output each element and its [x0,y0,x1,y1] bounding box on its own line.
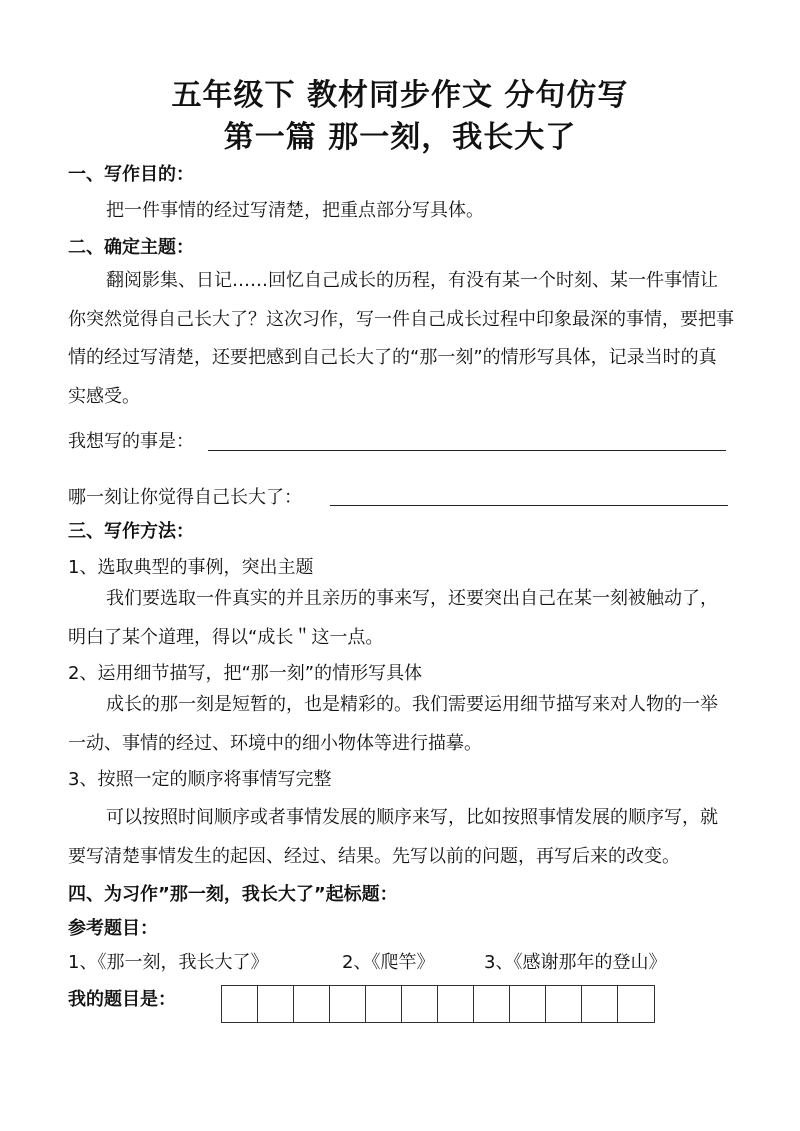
purpose-text: 把一件事情的经过写清楚，把重点部分写具体。 [106,200,484,221]
method-1-title: 1、选取典型的事例，突出主题 [68,557,314,578]
theme-paragraph: 翻阅影集、日记……回忆自己成长的历程，有没有某一个时刻、某一件事情让你突然觉得自己长大了？这次习作，写一件自己成长过程中印象最深的事情，要把事情的经过写清楚，还要把感到自己长大了的“那一刻”的情形写具体，记录当时的真实感受。 [68,270,734,407]
title-grid-cell[interactable] [294,986,330,1022]
title-grid-cell[interactable] [366,986,402,1022]
method-3-title: 3、按照一定的顺序将事情写完整 [68,769,332,790]
reference-title-1: 1、《那一刻，我长大了》 [68,952,269,973]
my-title-label: 我的题目是： [68,989,176,1010]
method-2-text: 成长的那一刻是短暂的，也是精彩的。我们需要运用细节描写来对人物的一举一动、事情的经过、环境中的细小物体等进行描摹。 [68,694,718,754]
title-grid-cell[interactable] [222,986,258,1022]
reference-titles-label: 参考题目： [68,918,158,939]
title-grid-cell[interactable] [438,986,474,1022]
prompt-event-label: 我想写的事是： [68,431,194,452]
section-heading-method: 三、写作方法： [68,521,194,542]
page-title: 五年级下 教材同步作文 分句仿写 [171,78,629,113]
title-answer-grid [221,985,655,1023]
title-grid-cell[interactable] [402,986,438,1022]
reference-title-3: 3、《感谢那年的登山》 [484,952,667,973]
method-1-text: 我们要选取一件真实的并且亲历的事来写，还要突出自己在某一刻被触动了，明白了某个道理，得以“成长＂这一点。 [68,588,718,648]
prompt-moment-answer-line[interactable] [330,505,728,506]
prompt-event-answer-line[interactable] [208,450,726,451]
title-grid-cell[interactable] [546,986,582,1022]
section-heading-purpose: 一、写作目的： [68,164,194,185]
title-grid-cell[interactable] [474,986,510,1022]
title-grid-cell[interactable] [582,986,618,1022]
essay-title: 第一篇 那一刻，我长大了 [223,120,577,155]
section-heading-theme: 二、确定主题： [68,237,194,258]
method-3-text: 可以按照时间顺序或者事情发展的顺序来写，比如按照事情发展的顺序写，就要写清楚事情发生的起因、经过、结果。先写以前的问题，再写后来的改变。 [68,807,718,867]
reference-title-2: 2、《爬竿》 [342,952,435,973]
title-grid-cell[interactable] [258,986,294,1022]
title-grid-cell[interactable] [618,986,654,1022]
section-heading-titling: 四、为习作”那一刻，我长大了”起标题： [68,884,398,905]
title-grid-cell[interactable] [330,986,366,1022]
title-grid-cell[interactable] [510,986,546,1022]
prompt-moment-label: 哪一刻让你觉得自己长大了： [68,487,302,508]
method-2-title: 2、运用细节描写，把“那一刻”的情形写具体 [68,663,423,684]
